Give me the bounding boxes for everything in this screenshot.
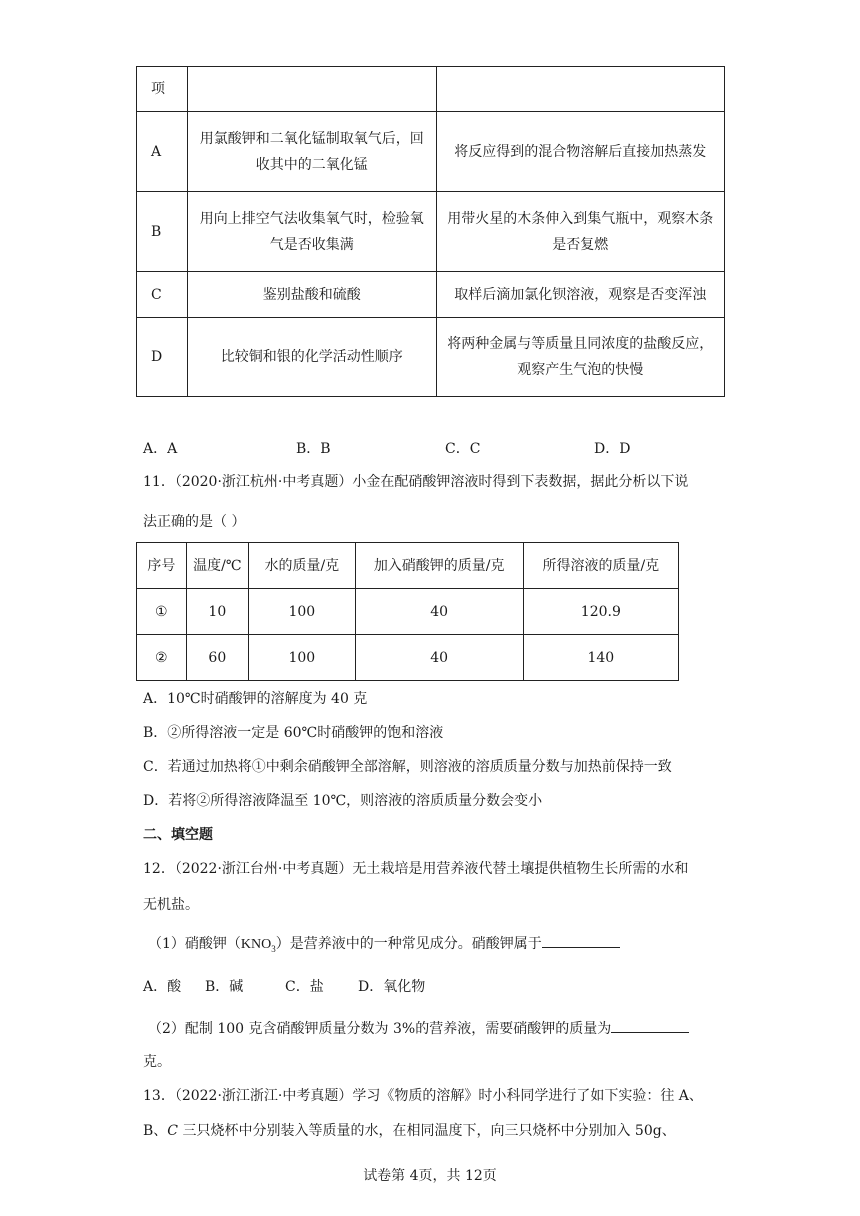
- q11-option-c: C．若通过加热将①中剩余硝酸钾全部溶解，则溶液的溶质质量分数与加热前保持一致: [143, 759, 672, 775]
- table-row: [137, 635, 679, 681]
- q11-option-d: D．若将②所得溶液降温至 10℃，则溶液的溶质质量分数会变小: [143, 793, 543, 809]
- q12-stem-line1: 12．（2022·浙江台州·中考真题）无土栽培是用营养液代替土壤提供植物生长所需的水和: [143, 861, 689, 877]
- row-purpose: 比较铜和银的化学活动性顺序: [187, 318, 436, 397]
- q12-option-d: D．氧化物: [358, 979, 426, 995]
- cell: 100: [248, 635, 355, 681]
- q13-stem-line1: 13．（2022·浙江浙江·中考真题）学习《物质的溶解》时小科同学进行了如下实验：往 A、: [143, 1088, 703, 1104]
- header-cell: 所得溶液的质量/克: [523, 543, 678, 589]
- q11-option-a: A．10℃时硝酸钾的溶解度为 40 克: [143, 691, 368, 707]
- q12-sub1: [148, 933, 620, 954]
- q12-sub1-prefix: （1）硝酸钾（: [148, 936, 241, 952]
- row-purpose: [187, 67, 436, 112]
- section-title: 二、填空题: [143, 827, 213, 843]
- cell: 100: [248, 589, 355, 635]
- table-row: [137, 589, 679, 635]
- experiment-table: [136, 66, 725, 397]
- cell: 140: [523, 635, 678, 681]
- row-purpose: 用氯酸钾和二氧化锰制取氧气后，回收其中的二氧化锰: [187, 112, 436, 192]
- cell: ①: [137, 589, 187, 635]
- cell: ②: [137, 635, 187, 681]
- row-method: 用带火星的木条伸入到集气瓶中，观察木条是否复燃: [436, 192, 724, 272]
- q12-stem-line2: 无机盐。: [143, 897, 199, 913]
- row-method: 将反应得到的混合物溶解后直接加热蒸发: [436, 112, 724, 192]
- formula-sub: 3: [271, 943, 276, 954]
- header-cell: 加入硝酸钾的质量/克: [355, 543, 523, 589]
- q12-sub1-suffix: ）是营养液中的一种常见成分。硝酸钾属于: [275, 936, 542, 952]
- cell: 40: [355, 589, 523, 635]
- header-cell: 序号: [137, 543, 187, 589]
- row-label: B: [137, 192, 188, 272]
- q12-sub2-unit: 克。: [143, 1054, 171, 1070]
- row-purpose: 鉴别盐酸和硫酸: [187, 272, 436, 318]
- row-method: 将两种金属与等质量且同浓度的盐酸反应，观察产生气泡的快慢: [436, 318, 724, 397]
- table-row: [137, 192, 725, 272]
- header-cell: 水的质量/克: [248, 543, 355, 589]
- q10-option-d: D．D: [594, 441, 631, 457]
- q11-stem-line1: 11．（2020·浙江杭州·中考真题）小金在配硝酸钾溶液时得到下表数据，据此分析以下说: [143, 474, 689, 490]
- row-label: A: [137, 112, 188, 192]
- q13-italic-c: C: [167, 1123, 179, 1139]
- table-row: [137, 318, 725, 397]
- formula-main: KNO: [240, 937, 272, 952]
- q10-option-a: A．A: [143, 441, 178, 457]
- table-row: [137, 112, 725, 192]
- cell: 10: [186, 589, 248, 635]
- q13-suffix: 三只烧杯中分别装入等质量的水，在相同温度下，向三只烧杯中分别加入 50g、: [178, 1123, 676, 1139]
- q12-option-b: B．碱: [205, 979, 244, 995]
- answer-blank-2[interactable]: [611, 1018, 689, 1033]
- cell: 40: [355, 635, 523, 681]
- q11-stem-line2: 法正确的是（ ）: [143, 514, 246, 530]
- row-purpose: 用向上排空气法收集氧气时，检验氧气是否收集满: [187, 192, 436, 272]
- row-label: C: [137, 272, 188, 318]
- q12-sub2: [148, 1018, 689, 1038]
- solubility-table: [136, 542, 679, 681]
- q11-option-b: B．②所得溶液一定是 60℃时硝酸钾的饱和溶液: [143, 725, 444, 741]
- row-label: 项: [137, 67, 188, 112]
- kno3-formula: [241, 937, 276, 952]
- q12-option-c: C．盐: [285, 979, 324, 995]
- q13-stem-line2: [143, 1120, 676, 1140]
- cell: 60: [186, 635, 248, 681]
- row-method: 取样后滴加氯化钡溶液，观察是否变浑浊: [436, 272, 724, 318]
- answer-blank-1[interactable]: [542, 933, 620, 948]
- table-row: [137, 272, 725, 318]
- row-label: D: [137, 318, 188, 397]
- row-method: [436, 67, 724, 112]
- q10-option-c: C．C: [445, 441, 481, 457]
- cell: 120.9: [523, 589, 678, 635]
- q13-prefix: B、: [143, 1123, 168, 1139]
- q10-option-b: B．B: [296, 441, 331, 457]
- table-header-row: [137, 543, 679, 589]
- table-row: [137, 67, 725, 112]
- page-footer: 试卷第 4页，共 12页: [363, 1168, 497, 1184]
- q12-option-a: A．酸: [143, 979, 182, 995]
- q12-sub2-text: （2）配制 100 克含硝酸钾质量分数为 3%的营养液，需要硝酸钾的质量为: [148, 1021, 612, 1037]
- header-cell: 温度/℃: [186, 543, 248, 589]
